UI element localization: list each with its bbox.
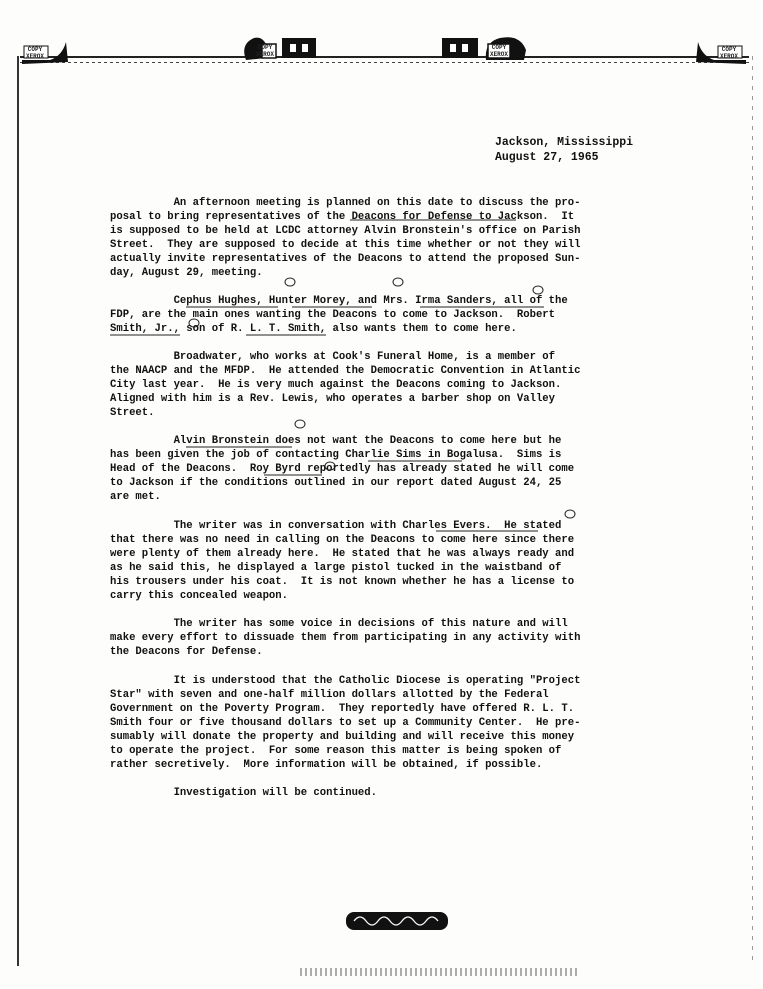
right-border-line [752,56,753,966]
top-border-dashes [20,62,749,63]
signature-scribble [346,909,448,933]
text-line: rather secretively. More information will be obtained, if possible. [110,759,543,771]
bottom-scan-artifact [300,968,580,976]
text-line: City last year. He is very much against the Deacons coming to Jackson. [110,379,562,391]
text-line: Cephus Hughes, Hunter Morey, and Mrs. Irma Sanders, all of the [110,295,568,307]
text-line: Street. They are supposed to decide at this time whether or not they will [110,239,581,251]
dateline [495,136,633,165]
text-line: FDP, are the main ones wanting the Deacons to come to Jackson. Robert [110,309,556,321]
text-line: are met. [110,491,161,503]
text-line: the Deacons for Defense. [110,646,263,658]
text-line: Government on the Poverty Program. They reportedly have offered R. L. T. [110,703,575,715]
paragraph-5 [110,519,638,603]
location: Jackson, Mississippi [495,136,634,149]
text-line: Investigation will be continued. [110,787,378,799]
text-line: to Jackson if the conditions outlined in our report dated August 24, 25 [110,477,562,489]
text-line: were plenty of them already here. He stated that he was always ready and [110,548,575,560]
text-line: the NAACP and the MFDP. He attended the Democratic Convention in Atlantic [110,365,581,377]
paragraph-8 [110,786,638,800]
check-circle-mark [295,420,305,428]
text-line: sumably will donate the property and building and will receive this money [110,731,575,743]
text-line: It is understood that the Catholic Diocese is operating "Project [110,675,581,687]
text-line: as he said this, he displayed a large pistol tucked in the waistband of [110,562,562,574]
check-circle-mark [533,286,543,294]
text-line: that there was no need in calling on the Deacons to come here since there [110,534,575,546]
text-line: Aligned with him is a Rev. Lewis, who operates a barber shop on Valley [110,393,556,405]
paragraph-3 [110,350,638,420]
text-line: has been given the job of contacting Charlie Sims in Bogalusa. Sims is [110,449,562,461]
text-line: actually invite representatives of the Deacons to attend the proposed Sun- [110,253,581,265]
text-line: The writer has some voice in decisions of this nature and will [110,618,568,630]
text-line: Smith, Jr., son of R. L. T. Smith, also wants them to come here. [110,323,517,335]
check-circle-mark [565,510,575,518]
text-line: Head of the Deacons. Roy Byrd reportedly has already stated he will come [110,463,575,475]
text-line: Broadwater, who works at Cook's Funeral Home, is a member of [110,351,556,363]
copy-stamp-binder-left: COPY XEROX [255,44,274,58]
paragraph-6 [110,617,638,659]
text-line: Alvin Bronstein does not want the Deacons to come here but he [110,435,562,447]
copy-stamp-binder-right: COPY XEROX [489,44,508,58]
text-line: to operate the project. For some reason this matter is being spoken of [110,745,562,757]
paragraph-7 [110,674,638,772]
top-border-line [20,56,749,58]
left-border-line [17,56,19,966]
text-line: Star" with seven and one-half million dollars allotted by the Federal [110,689,549,701]
text-line: his trousers under his coat. It is not known whether he has a license to [110,576,575,588]
text-line: make every effort to dissuade them from participating in any activity with [110,632,581,644]
paragraph-2 [110,294,638,336]
text-line: Street. [110,407,155,419]
text-line: is supposed to be held at LCDC attorney Alvin Bronstein's office on Parish [110,225,581,237]
copy-stamp-right: COPY XEROX [719,46,738,60]
paragraph-1 [110,196,638,280]
text-line: Smith four or five thousand dollars to set up a Community Center. He pre- [110,717,581,729]
text-line: posal to bring representatives of the Deacons for Defense to Jackson. It [110,211,575,223]
binder-clip-right-icon [440,34,532,62]
text-line: day, August 29, meeting. [110,267,263,279]
text-line: The writer was in conversation with Charles Evers. He stated [110,520,562,532]
date: August 27, 1965 [495,150,599,164]
paragraph-4 [110,434,638,504]
copy-stamp-left: COPY XEROX [25,46,44,60]
binder-clip-left-icon [240,34,320,62]
text-line: carry this concealed weapon. [110,590,289,602]
text-line: An afternoon meeting is planned on this date to discuss the pro- [110,197,581,209]
